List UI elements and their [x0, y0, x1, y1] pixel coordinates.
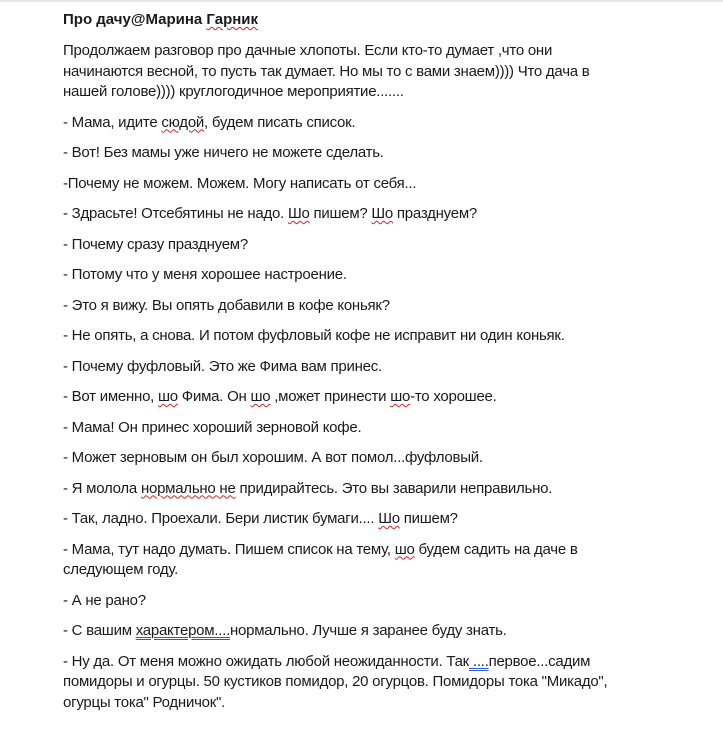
text-run: -Почему не можем. Можем. Могу написать от себя...: [63, 174, 417, 192]
text-run: - Не опять, а снова. И потом фуфловый кофе не исправит ни один коньяк.: [63, 327, 565, 344]
text-line: [63, 113, 713, 134]
text-run: - Я молола: [63, 479, 141, 497]
text-run: помидоры и огурцы. 50 кустиков помидор, 20 огурцов. Помидоры тока "Микадо",: [63, 673, 608, 690]
paragraph: [63, 357, 713, 378]
paragraph: [63, 204, 713, 225]
text-run: - Потому что у меня хорошее настроение.: [63, 266, 347, 283]
text-run: - Ну да. От меня можно ожидать любой неожиданности. Так: [63, 652, 469, 670]
text-run: будем садить на даче в: [414, 540, 578, 558]
text-line: [63, 621, 713, 642]
text-line: [63, 693, 713, 714]
text-run: празднуем?: [393, 205, 477, 222]
paragraph: [63, 41, 713, 103]
spellcheck-flagged-word[interactable]: шо: [394, 540, 415, 558]
spellcheck-flagged-word[interactable]: ....: [468, 652, 489, 670]
paragraph: [63, 174, 713, 195]
top-divider: [0, 0, 723, 2]
paragraph: [63, 387, 713, 408]
text-line: [63, 479, 713, 500]
text-run: , будем писать список.: [204, 113, 356, 131]
paragraph: [63, 296, 713, 317]
paragraph: [63, 113, 713, 134]
text-line: [63, 235, 713, 256]
text-run: - Мама! Он принес хороший зерновой кофе.: [63, 418, 362, 436]
text-line: [63, 672, 713, 693]
text-run: Фима. Он: [177, 388, 251, 405]
paragraph: [63, 652, 713, 714]
spellcheck-flagged-word[interactable]: Шо: [378, 510, 400, 527]
text-run: нашей голове)))) круглогодичное мероприятие.......: [63, 83, 404, 100]
text-run: - Может зерновым он был хорошим. А вот помол...фуфловый.: [63, 449, 483, 466]
paragraph: [63, 479, 713, 500]
paragraph: [63, 448, 713, 469]
spellcheck-flagged-word[interactable]: характером....: [135, 622, 231, 639]
paragraph: [63, 265, 713, 286]
text-run: пишем?: [399, 510, 458, 527]
text-run: следующем году.: [63, 561, 179, 578]
paragraph: [63, 540, 713, 581]
spellcheck-flagged-word[interactable]: шо: [158, 388, 178, 405]
paragraph: [63, 235, 713, 256]
text-run: - Это я вижу. Вы опять добавили в кофе коньяк?: [63, 296, 390, 314]
text-run: - А не рано?: [63, 591, 146, 609]
spellcheck-flagged-word[interactable]: нормально не: [140, 479, 236, 497]
text-run: - Почему сразу празднуем?: [63, 235, 248, 253]
text-run: - Мама, тут надо думать. Пишем список на тему,: [63, 540, 395, 558]
text-line: [63, 540, 713, 561]
text-line: [63, 326, 713, 347]
spellcheck-flagged-word[interactable]: шо: [250, 388, 271, 405]
text-line: [63, 387, 713, 408]
text-run: - Вот именно,: [63, 388, 158, 405]
text-line: [63, 143, 713, 164]
text-run: -то хорошее.: [410, 388, 497, 405]
text-line: [63, 591, 713, 612]
text-run: нормально. Лучше я заранее буду знать.: [230, 622, 507, 639]
text-line: [63, 652, 713, 673]
text-line: [63, 41, 713, 62]
text-line: [63, 560, 713, 581]
paragraph: [63, 509, 713, 530]
text-line: [63, 265, 713, 286]
paragraph: [63, 591, 713, 612]
paragraph: [63, 621, 713, 642]
spellcheck-flagged-word[interactable]: Шо: [371, 205, 394, 222]
text-run: - С вашим: [63, 622, 136, 639]
text-run: - Почему фуфловый. Это же Фима вам принес.: [63, 357, 382, 375]
text-run: придирайтесь. Это вы заварили неправильно.: [235, 479, 553, 497]
spellcheck-flagged-word[interactable]: шо: [390, 388, 411, 405]
text-run: Продолжаем разговор про дачные хлопоты. Если кто-то думает ,что они: [63, 42, 553, 59]
text-line: [63, 82, 713, 103]
text-run: огурцы тока" Родничок".: [63, 693, 226, 711]
text-line: [63, 296, 713, 317]
spellcheck-flagged-word[interactable]: Гарник: [206, 11, 259, 28]
text-run: - Здрасьте! Отсебятины не надо.: [63, 205, 288, 222]
text-line: [63, 448, 713, 469]
spellcheck-flagged-word[interactable]: сюдой: [161, 113, 205, 131]
text-line: [63, 204, 713, 225]
text-line: [63, 418, 713, 439]
text-run: Про дачу@Марина: [63, 11, 207, 28]
document-title: [63, 10, 713, 30]
text-line: [63, 509, 713, 530]
paragraph: [63, 143, 713, 164]
text-line: [63, 62, 713, 83]
text-run: первое...садим: [488, 652, 591, 670]
text-run: - Вот! Без мамы уже ничего не можете сделать.: [63, 144, 384, 161]
text-run: - Мама, идите: [63, 113, 162, 131]
text-run: ,может принести: [270, 388, 391, 405]
document-body: [63, 10, 713, 723]
text-run: - Так, ладно. Проехали. Бери листик бумаги....: [63, 510, 379, 527]
text-line: [63, 174, 713, 195]
text-line: [63, 357, 713, 378]
spellcheck-flagged-word[interactable]: Шо: [287, 205, 310, 222]
document-paragraphs: [63, 41, 713, 713]
text-run: пишем?: [309, 205, 372, 222]
text-run: начинаются весной, то пусть так думает. Но мы то с вами знаем)))) Что дача в: [63, 62, 590, 80]
paragraph: [63, 326, 713, 347]
paragraph: [63, 418, 713, 439]
